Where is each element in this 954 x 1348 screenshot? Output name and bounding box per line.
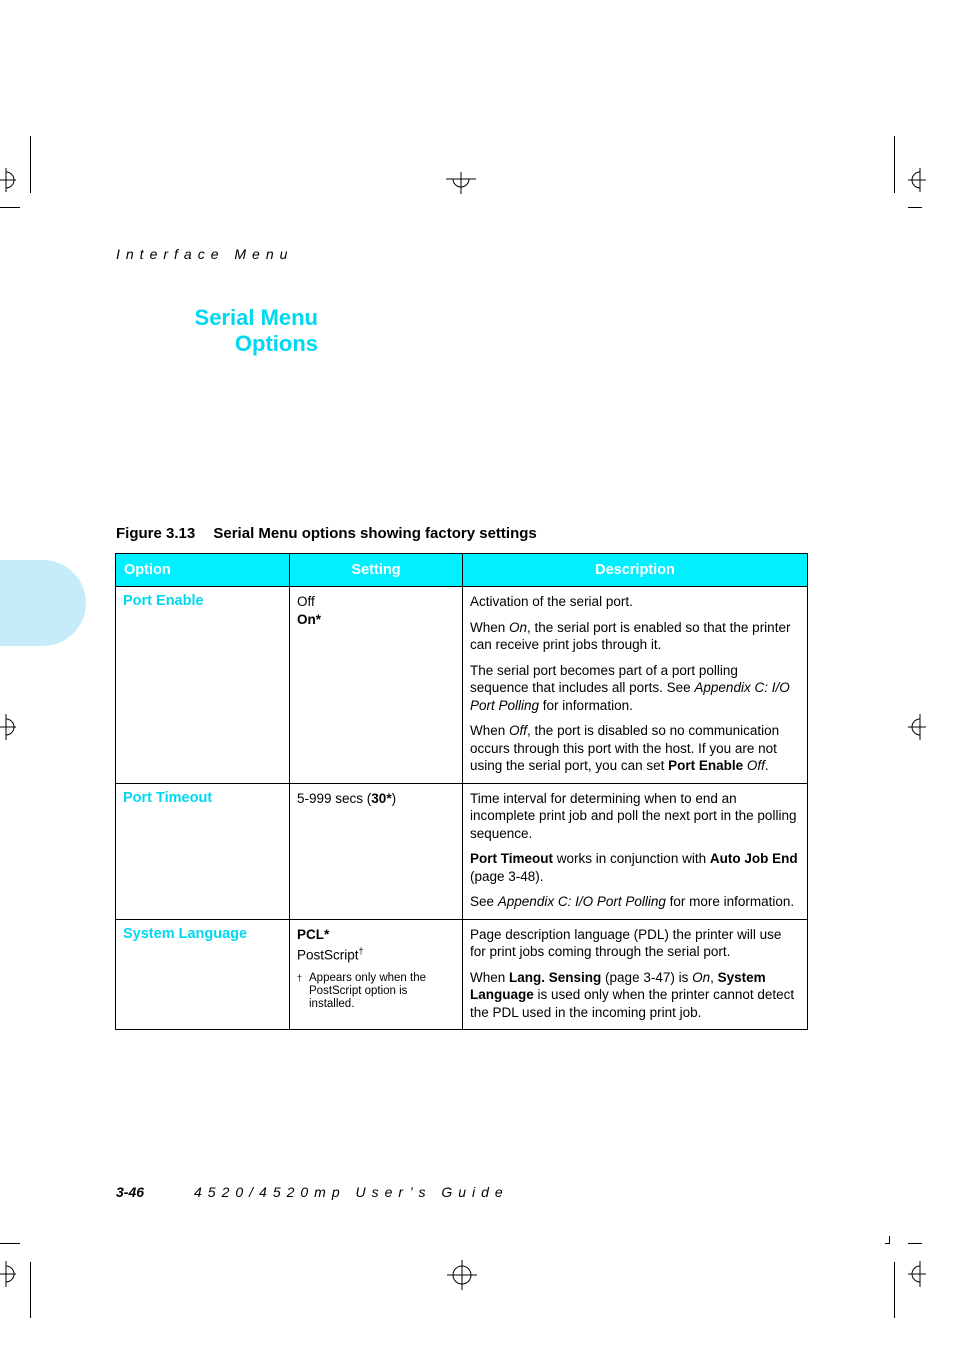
table-row [116, 587, 808, 784]
description-cell [463, 587, 808, 784]
setting-cell [290, 587, 463, 784]
registration-mark-icon [0, 714, 18, 740]
registration-mark-icon [447, 1260, 477, 1290]
registration-mark-icon [906, 1261, 926, 1287]
section-title-line1: Serial Menu [194, 305, 318, 330]
setting-footnote [297, 972, 455, 1011]
crop-mark [908, 1243, 922, 1244]
registration-mark-icon [906, 168, 926, 192]
crop-mark [894, 136, 895, 193]
setting-cell [290, 919, 463, 1030]
setting-value: Off [297, 594, 315, 609]
description-cell [463, 919, 808, 1030]
description-cell [463, 783, 808, 919]
table-header-row [116, 554, 808, 587]
running-head: Interface Menu [116, 246, 294, 262]
setting-default: 30* [371, 790, 392, 806]
crop-mark [30, 1262, 31, 1318]
crop-mark [889, 1236, 890, 1243]
figure-number: Figure 3.13 [116, 525, 196, 542]
guide-title: 4520/4520mp User’s Guide [194, 1184, 509, 1200]
option-name: System Language [116, 919, 290, 1030]
registration-mark-icon [906, 714, 926, 740]
option-name: Port Enable [116, 587, 290, 784]
setting-cell: 5-999 secs (30*) [290, 783, 463, 919]
description-paragraph: Page description language (PDL) the printer will use for print jobs coming through the serial port. [470, 926, 782, 959]
registration-mark-icon [0, 1261, 18, 1287]
footnote-text: Appears only when the PostScript option is installed. [309, 972, 426, 1010]
column-header-description: Description [463, 554, 808, 587]
crop-mark [30, 136, 31, 193]
description-paragraph: When Lang. Sensing (page 3-47) is On, System Language is used only when the printer cannot detect the PDL used in the incoming print job. [470, 969, 795, 1020]
description-paragraph: Port Timeout works in conjunction with Auto Job End (page 3-48). [470, 851, 798, 884]
registration-mark-icon [446, 172, 476, 194]
crop-mark [885, 1243, 890, 1244]
table-row [116, 783, 808, 919]
description-paragraph: When On, the serial port is enabled so that the printer can receive print jobs through it. [470, 619, 791, 652]
footnote-dagger: † [297, 973, 303, 983]
setting-value: PostScript† [297, 946, 364, 963]
description-paragraph: Activation of the serial port. [470, 594, 633, 609]
registration-mark-icon [0, 168, 18, 192]
section-title-line2: Options [234, 331, 318, 356]
chapter-tab [0, 560, 86, 646]
column-header-setting: Setting [290, 554, 463, 587]
crop-mark [894, 1262, 895, 1318]
setting-default: On* [297, 611, 322, 627]
serial-menu-options-table [115, 553, 808, 1030]
column-header-option: Option [116, 554, 290, 587]
crop-mark [908, 207, 922, 208]
crop-mark [0, 207, 20, 208]
section-title [150, 305, 318, 357]
table-row [116, 919, 808, 1030]
figure-caption-text: Serial Menu options showing factory settings [213, 525, 537, 542]
description-paragraph: When Off, the port is disabled so no communication occurs through this port with the host. If you are not using the serial port, you can set Port Enable Off. [470, 723, 780, 773]
description-paragraph: See Appendix C: I/O Port Polling for more information. [470, 894, 795, 909]
setting-default: PCL* [297, 926, 330, 942]
page-number: 3-46 [116, 1184, 145, 1200]
description-paragraph: The serial port becomes part of a port polling sequence that includes all ports. See Appendix C: I/O Port Polling for information. [470, 662, 790, 713]
figure-caption [116, 525, 537, 542]
option-name: Port Timeout [116, 783, 290, 919]
crop-mark [0, 1243, 20, 1244]
description-paragraph: Time interval for determining when to end an incomplete print job and poll the next port in the polling sequence. [470, 790, 797, 841]
setting-value: 5-999 secs ( [297, 790, 372, 806]
